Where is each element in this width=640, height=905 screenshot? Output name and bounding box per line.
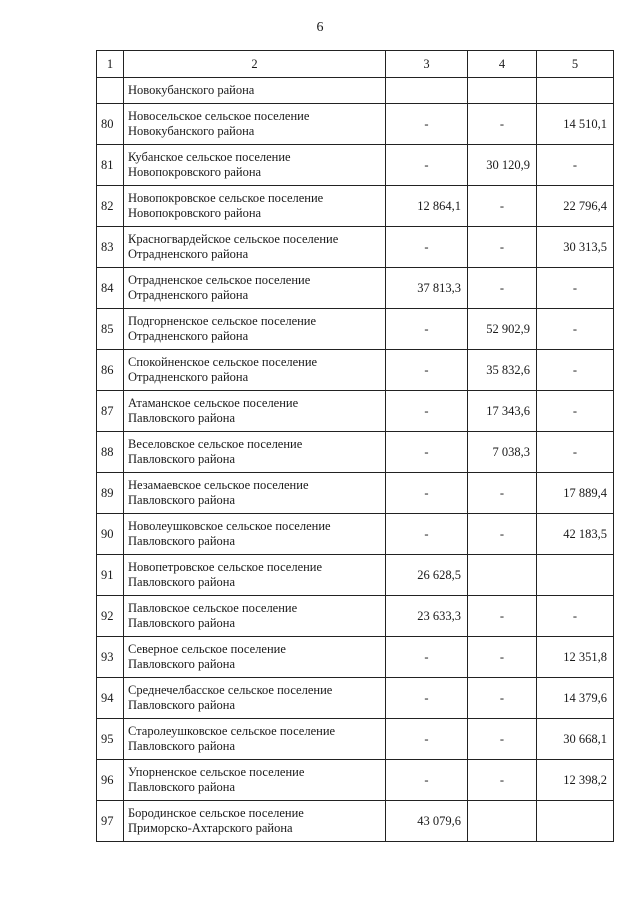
value-cell-4: - [468,514,537,555]
settlement-name [124,432,386,473]
value-cell-5: - [537,596,614,637]
row-number: 85 [97,309,124,350]
value-cell-3: - [386,432,468,473]
settlement-name-line-1: Спокойненское сельское поселение [128,355,318,369]
value-cell-4: - [468,104,537,145]
value-cell-3: 26 628,5 [386,555,468,596]
row-number: 81 [97,145,124,186]
table-row [97,268,614,309]
row-number: 91 [97,555,124,596]
value-cell-5: - [537,432,614,473]
settlement-name-line-1: Новолеушковское сельское поселение [128,519,331,533]
row-number: 95 [97,719,124,760]
value-cell-4 [468,555,537,596]
settlement-name-line-1: Новопокровское сельское поселение [128,191,324,205]
value-cell-4: - [468,473,537,514]
value-cell-4: - [468,760,537,801]
value-cell-5: 12 398,2 [537,760,614,801]
table-row [97,801,614,842]
value-cell-5: - [537,268,614,309]
table-row [97,227,614,268]
settlement-name-line-1: Атаманское сельское поселение [128,396,299,410]
settlement-name-line-2: Отрадненского района [128,288,249,302]
table-row [97,104,614,145]
value-cell-5: 17 889,4 [537,473,614,514]
value-cell-5: 14 510,1 [537,104,614,145]
settlement-name-line-2: Павловского района [128,616,236,630]
table-row [97,186,614,227]
value-cell-4: - [468,186,537,227]
value-cell-4: 17 343,6 [468,391,537,432]
continuation-cell-5 [537,78,614,104]
settlement-name-line-1: Красногвардейское сельское поселение [128,232,339,246]
row-number: 80 [97,104,124,145]
continuation-row [97,78,614,104]
settlement-name-line-2: Павловского района [128,575,236,589]
value-cell-3: - [386,104,468,145]
continuation-cell-3 [386,78,468,104]
table-row [97,678,614,719]
table-row [97,391,614,432]
value-cell-5: 12 351,8 [537,637,614,678]
settlement-name-line-2: Павловского района [128,698,236,712]
value-cell-3: - [386,473,468,514]
continuation-text: Новокубанского района [124,78,386,104]
value-cell-4: 35 832,6 [468,350,537,391]
table-row [97,760,614,801]
value-cell-3: - [386,760,468,801]
value-cell-4 [468,801,537,842]
value-cell-4: 52 902,9 [468,309,537,350]
value-cell-3: - [386,719,468,760]
row-number: 82 [97,186,124,227]
settlement-name-line-2: Новопокровского района [128,165,262,179]
row-number: 84 [97,268,124,309]
continuation-cell-4 [468,78,537,104]
value-cell-5: - [537,309,614,350]
settlement-name-line-2: Новопокровского района [128,206,262,220]
row-number: 83 [97,227,124,268]
value-cell-4: - [468,719,537,760]
settlement-name-line-1: Северное сельское поселение [128,642,286,656]
settlement-name [124,391,386,432]
value-cell-5: - [537,350,614,391]
value-cell-3: - [386,678,468,719]
table-row [97,309,614,350]
table-row [97,514,614,555]
settlement-name [124,760,386,801]
table-row [97,555,614,596]
value-cell-5 [537,555,614,596]
settlement-name-line-1: Новосельское сельское поселение [128,109,310,123]
row-number: 87 [97,391,124,432]
settlement-name-line-1: Упорненское сельское поселение [128,765,305,779]
table-row [97,719,614,760]
budget-table [96,50,614,842]
table-row [97,596,614,637]
value-cell-4: 30 120,9 [468,145,537,186]
settlement-name [124,637,386,678]
settlement-name-line-1: Старолеушковское сельское поселение [128,724,336,738]
settlement-name [124,555,386,596]
settlement-name [124,104,386,145]
value-cell-5: 30 668,1 [537,719,614,760]
value-cell-3: - [386,227,468,268]
table-body [97,51,614,842]
settlement-name [124,145,386,186]
settlement-name-line-2: Отрадненского района [128,247,249,261]
settlement-name [124,227,386,268]
settlement-name [124,514,386,555]
value-cell-3: - [386,637,468,678]
settlement-name [124,801,386,842]
page-number: 6 [316,20,324,35]
settlement-name [124,309,386,350]
settlement-name-line-2: Павловского района [128,452,236,466]
settlement-name-line-2: Павловского района [128,780,236,794]
value-cell-5: - [537,145,614,186]
table-row [97,473,614,514]
settlement-name-line-1: Веселовское сельское поселение [128,437,303,451]
column-header-4: 4 [468,51,537,78]
value-cell-3: 37 813,3 [386,268,468,309]
column-header-3: 3 [386,51,468,78]
table-row [97,145,614,186]
column-header-1: 1 [97,51,124,78]
settlement-name-line-2: Павловского района [128,657,236,671]
column-header-2: 2 [124,51,386,78]
value-cell-4: - [468,596,537,637]
value-cell-5: 30 313,5 [537,227,614,268]
column-header-5: 5 [537,51,614,78]
value-cell-4: - [468,268,537,309]
value-cell-4: - [468,637,537,678]
settlement-name-line-1: Подгорненское сельское поселение [128,314,317,328]
settlement-name-line-1: Новопетровское сельское поселение [128,560,323,574]
settlement-name-line-2: Павловского района [128,739,236,753]
value-cell-3: 23 633,3 [386,596,468,637]
row-number: 88 [97,432,124,473]
settlement-name-line-1: Кубанское сельское поселение [128,150,291,164]
settlement-name-line-2: Приморско-Ахтарского района [128,821,293,835]
row-number: 96 [97,760,124,801]
settlement-name-line-2: Отрадненского района [128,370,249,384]
value-cell-5: - [537,391,614,432]
settlement-name [124,719,386,760]
table-row [97,432,614,473]
table-row [97,350,614,391]
value-cell-3: - [386,514,468,555]
row-number: 90 [97,514,124,555]
row-number: 89 [97,473,124,514]
value-cell-3: - [386,350,468,391]
settlement-name-line-1: Павловское сельское поселение [128,601,298,615]
settlement-name [124,268,386,309]
value-cell-4: 7 038,3 [468,432,537,473]
settlement-name-line-1: Бородинское сельское поселение [128,806,304,820]
settlement-name [124,186,386,227]
value-cell-4: - [468,227,537,268]
settlement-name-line-1: Незамаевское сельское поселение [128,478,309,492]
value-cell-5 [537,801,614,842]
settlement-name [124,596,386,637]
row-number: 94 [97,678,124,719]
row-number: 97 [97,801,124,842]
row-number: 92 [97,596,124,637]
value-cell-5: 22 796,4 [537,186,614,227]
settlement-name [124,678,386,719]
settlement-name-line-2: Отрадненского района [128,329,249,343]
value-cell-3: 12 864,1 [386,186,468,227]
settlement-name-line-2: Новокубанского района [128,124,255,138]
continuation-num-cell [97,78,124,104]
settlement-name [124,350,386,391]
value-cell-3: - [386,145,468,186]
settlement-name-line-2: Павловского района [128,411,236,425]
row-number: 93 [97,637,124,678]
value-cell-5: 42 183,5 [537,514,614,555]
settlement-name-line-1: Отрадненское сельское поселение [128,273,311,287]
value-cell-5: 14 379,6 [537,678,614,719]
settlement-name-line-2: Павловского района [128,493,236,507]
value-cell-3: 43 079,6 [386,801,468,842]
row-number: 86 [97,350,124,391]
settlement-name [124,473,386,514]
value-cell-3: - [386,309,468,350]
header-row [97,51,614,78]
table-row [97,637,614,678]
value-cell-3: - [386,391,468,432]
settlement-name-line-1: Среднечелбасское сельское поселение [128,683,333,697]
settlement-name-line-2: Павловского района [128,534,236,548]
value-cell-4: - [468,678,537,719]
